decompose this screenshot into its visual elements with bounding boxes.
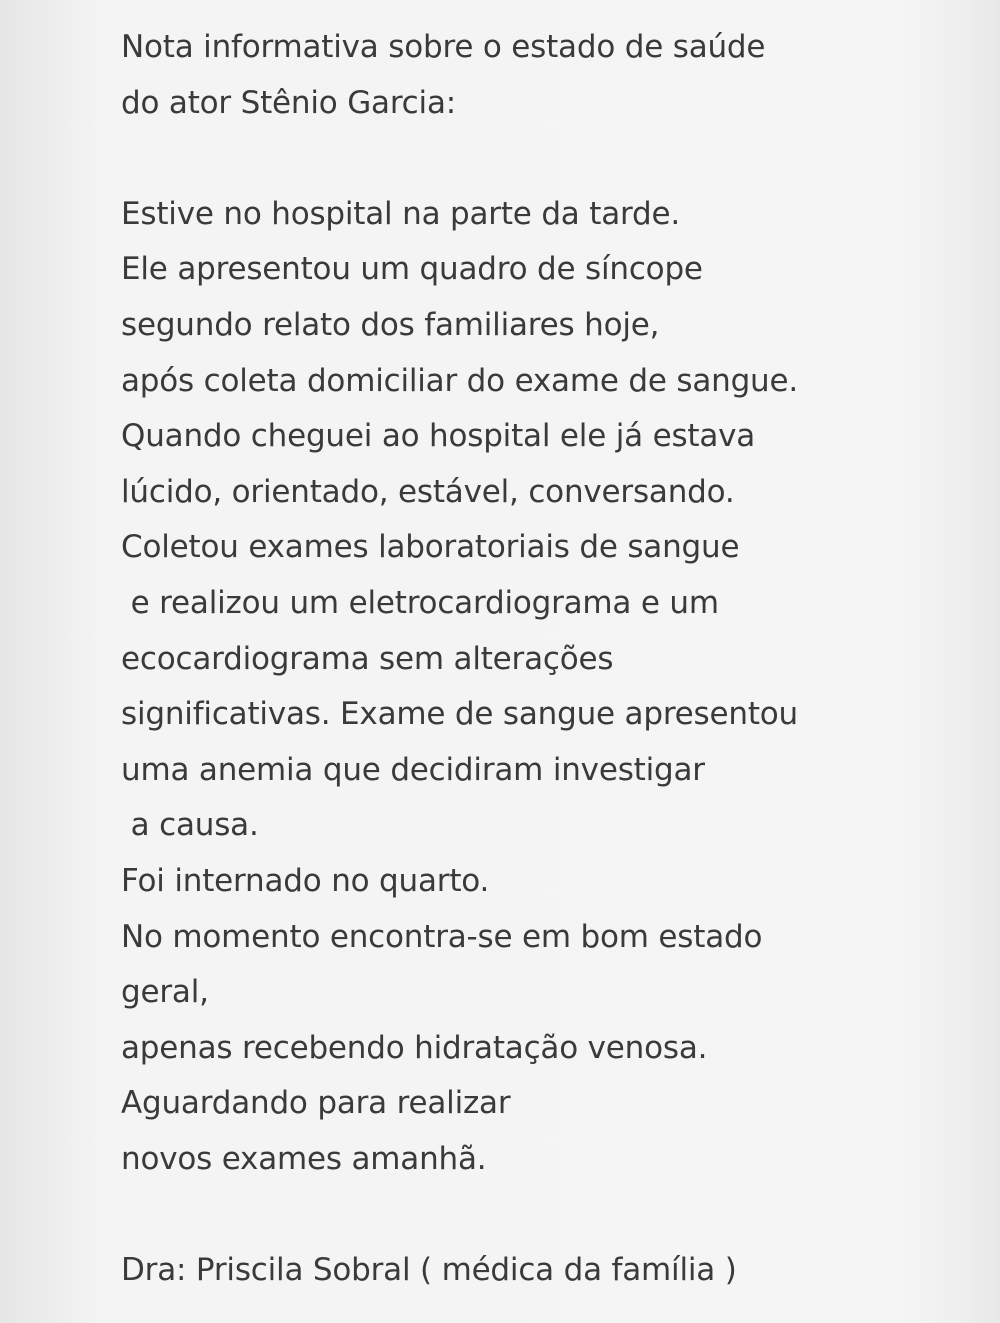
note-body-line: No momento encontra-se em bom estado — [121, 918, 763, 955]
note-body-line: ecocardiograma sem alterações — [121, 640, 614, 677]
note-body-line: Estive no hospital na parte da tarde. — [121, 195, 681, 232]
note-title-line-1: Nota informativa sobre o estado de saúde — [121, 29, 766, 65]
note-body-line: geral, — [121, 974, 209, 1011]
blank-line — [121, 131, 981, 187]
note-signature: Dra: Priscila Sobral ( médica da família ) — [121, 1252, 737, 1289]
note-body-line: Ele apresentou um quadro de síncope — [121, 251, 703, 288]
note-body-line: significativas. Exame de sangue apresentou — [121, 696, 798, 733]
note-body-line: e realizou um eletrocardiograma e um — [121, 584, 719, 621]
note-body-line: apenas recebendo hidratação venosa. — [121, 1029, 708, 1066]
note-body-line: Quando cheguei ao hospital ele já estava — [121, 418, 756, 455]
note-body-line: após coleta domiciliar do exame de sangue. — [121, 362, 799, 399]
note-body-line: Coletou exames laboratoriais de sangue — [121, 529, 740, 566]
note-body-line: uma anemia que decidiram investigar — [121, 751, 705, 788]
note-title-line-2: do ator Stênio Garcia: — [121, 84, 456, 121]
note-body-line: segundo relato dos familiares hoje, — [121, 306, 660, 343]
note-body-line: lúcido, orientado, estável, conversando. — [121, 473, 735, 510]
note-body-line: Aguardando para realizar — [121, 1085, 511, 1122]
health-note — [121, 20, 981, 1299]
note-body-line: a causa. — [121, 807, 259, 844]
blank-line — [121, 1187, 981, 1243]
note-body-line: novos exames amanhã. — [121, 1140, 487, 1177]
note-body-line: Foi internado no quarto. — [121, 862, 490, 899]
